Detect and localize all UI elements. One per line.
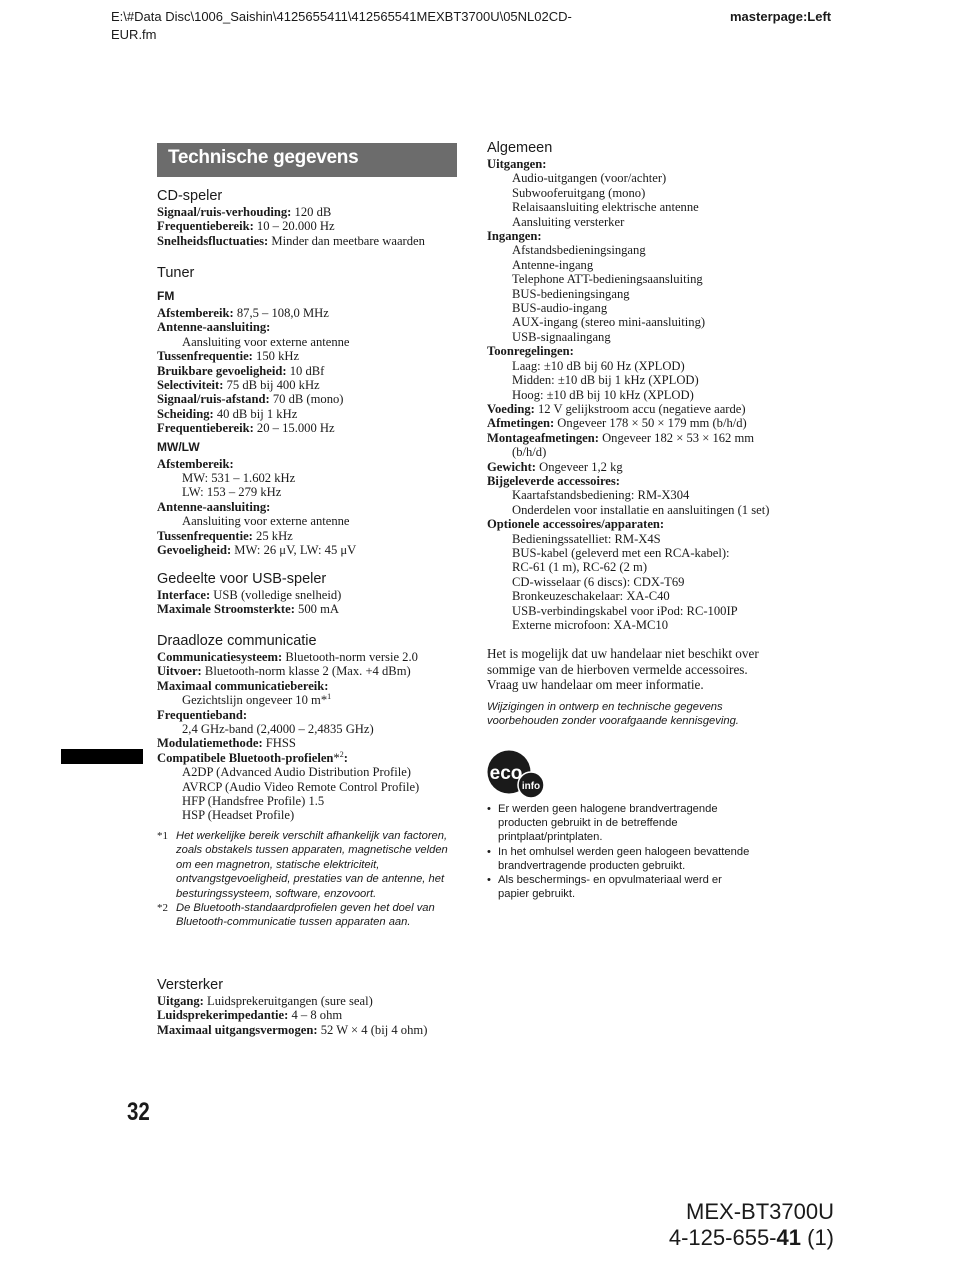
spec-value: CD-wisselaar (6 discs): CDX-T69 [512,574,685,589]
spec-line [157,219,425,233]
spec-label: Antenne-aansluiting: [157,499,271,514]
footnote [157,901,457,930]
spec-line [157,1008,427,1022]
spec-value: Hoog: ±10 dB bij 10 kHz (XPLOD) [512,387,694,402]
section-title: Technische gegevens [168,147,359,168]
spec-value: Laag: ±10 dB bij 60 Hz (XPLOD) [512,358,685,373]
spec-line [487,344,769,358]
spec-label: Maximaal uitgangsvermogen: [157,1022,318,1037]
spec-label: Uitgang: [157,994,204,1008]
model-code-prefix: 4-125-655- [668,1225,777,1250]
general-heading: Algemeen [487,140,553,156]
spec-line [487,546,769,560]
spec-value: Externe microfoon: XA-MC10 [512,618,668,632]
general-lines [487,157,769,632]
spec-line [157,693,457,707]
spec-line [487,287,769,301]
spec-label: Selectiviteit: [157,378,224,393]
spec-line [487,330,769,344]
spec-line [157,335,356,349]
spec-label: Maximale Stroomsterkte: [157,602,295,617]
spec-line [487,460,769,474]
spec-value: 4 – 8 ohm [288,1008,343,1023]
spec-value: 500 mA [294,602,339,617]
eco-info-word: info [521,781,541,792]
bullet-line: papier gebruikt. [498,888,576,901]
spec-line [487,402,769,416]
spec-line [157,234,425,248]
spec-label: Snelheidsfluctuaties: [157,233,269,248]
spec-line [157,602,341,616]
spec-line [157,780,457,794]
spec-value: USB-signaalingang [512,329,611,344]
spec-value: Bedieningssatelliet: RM-X4S [512,531,661,546]
spec-value: MW: 531 – 1.602 kHz [182,471,296,486]
eco-word: eco [489,763,523,784]
amp-heading: Versterker [157,977,224,993]
wireless-lines [157,650,457,823]
spec-line [157,392,356,406]
eco-bullets [487,802,797,901]
spec-label: Frequentiebereik: [157,219,254,234]
spec-value: AVRCP (Audio Video Remote Control Profile) [182,779,420,794]
spec-line [487,157,769,171]
spec-line [157,349,356,363]
bullet-line: printplaat/printplaten. [498,831,603,844]
tuner-heading: Tuner [157,265,195,281]
spec-line [487,258,769,272]
footnote-ref: 1 [327,692,332,702]
spec-line [157,471,356,485]
spec-label: Toonregelingen: [487,344,574,359]
bullet-line: producten gebruikt in de betreffende [498,817,678,830]
model-code-suffix: (1) [801,1225,834,1250]
bullet-item [487,845,797,873]
spec-label: Uitgangen: [487,157,547,171]
spec-label: Antenne-aansluiting: [157,320,271,335]
cd-heading: CD-speler [157,188,223,204]
spec-label: Bijgeleverde accessoires: [487,473,620,488]
page-number: 32 [127,1098,150,1126]
spec-label: Afstembereik: [157,306,234,320]
spec-label: Montageafmetingen: [487,430,599,445]
spec-value: Audio-uitgangen (voor/achter) [512,171,667,186]
spec-value: Onderdelen voor installatie en aansluitingen (1 set) [512,502,770,517]
spec-line [157,364,356,378]
spec-value: 10 – 20.000 Hz [253,219,335,234]
spec-line [487,215,769,229]
spec-label: Gewicht: [487,459,536,474]
spec-label: Afstembereik: [157,456,234,471]
general-section [487,139,769,632]
spec-value: 70 dB (mono) [269,392,344,407]
spec-line [157,650,457,664]
spec-value: Minder dan meetbare waarden [268,233,425,248]
spec-label: Voeding: [487,401,535,416]
spec-value: USB-verbindingskabel voor iPod: RC-100IP [512,603,738,618]
spec-line [487,186,769,200]
spec-line [487,200,769,214]
spec-value: Afstandsbedieningsingang [512,243,646,258]
spec-label: Interface: [157,588,211,602]
spec-line [157,529,356,543]
spec-value: Ongeveer 182 × 53 × 162 mm [598,430,755,445]
spec-label: Luidsprekerimpedantie: [157,1008,289,1023]
spec-value: FHSS [262,736,296,751]
spec-label: Ingangen: [487,229,542,244]
dealer-paragraph [487,646,759,693]
masterpage-label: masterpage:Left [730,9,832,24]
footnote-text: Het werkelijke bereik verschilt afhankelijk van factoren, zoals obstakels tussen apparaten, magnetische velden om een magnetron, statische elektriciteit, ontvangstgevoeligheid, prestaties van de antenne, het besturingssysteem, software, enzovoort. [176,829,448,900]
spec-label: Tussenfrequentie: [157,349,253,364]
wireless-heading: Draadloze communicatie [157,633,317,649]
spec-line [157,708,457,722]
spec-value: HFP (Handsfree Profile) 1.5 [182,794,325,809]
spec-value: 10 dBf [286,363,325,378]
tuner-section [157,264,356,558]
bullet-item [487,873,797,901]
spec-line [157,457,356,471]
text-line: Wijzigingen in ontwerp en technische gegevens [487,701,723,713]
change-notice [487,700,739,728]
spec-value: Relaisaansluiting elektrische antenne [512,200,699,215]
bullet-line: Als beschermings- en opvulmateriaal werd er [498,874,722,887]
spec-label: Modulatiemethode: [157,736,263,751]
spec-value: 120 dB [291,205,332,219]
bullet-dot: • [487,845,491,858]
spec-value: Bronkeuzeschakelaar: XA-C40 [512,589,670,604]
spec-value: Aansluiting voor externe antenne [182,514,350,529]
spec-line [157,751,457,765]
spec-line [157,1023,427,1037]
spec-line [487,373,769,387]
spec-value: 12 V gelijkstroom accu (negatieve aarde) [534,401,746,416]
spec-value: 20 – 15.000 Hz [253,421,335,436]
eco-info-icon [487,747,547,803]
spec-label: Tussenfrequentie: [157,528,253,543]
spec-line [157,306,356,320]
spec-value: BUS-kabel (geleverd met een RCA-kabel): [512,545,730,560]
footnote-text: De Bluetooth-standaardprofielen geven het doel van Bluetooth-communicatie tussen apparaten aan. [176,901,435,929]
spec-label: Frequentiebereik: [157,421,254,436]
spec-value: Luidsprekeruitgangen (sure seal) [203,994,373,1008]
spec-line [487,171,769,185]
spec-line [487,474,769,488]
spec-line [487,503,769,517]
spec-value: MW: 26 μV, LW: 45 μV [231,543,357,558]
text-line: Vraag uw handelaar om meer informatie. [487,677,704,693]
spec-line [157,407,356,421]
spec-colon: : [343,750,348,765]
spec-line [487,604,769,618]
spec-value: Gezichtslijn ongeveer 10 m* [182,693,328,708]
spec-value: 40 dB bij 1 kHz [213,406,298,421]
spec-value: Bluetooth-norm klasse 2 (Max. +4 dBm) [201,664,411,679]
spec-line [157,320,356,334]
model-code [669,1225,834,1251]
file-path-line-2: EUR.fm [111,27,157,42]
text-line: voorbehouden zonder voorafgaande kennisgeving. [487,715,739,728]
spec-value: Kaartafstandsbediening: RM-X304 [512,488,690,503]
spec-line [157,722,457,736]
spec-value: LW: 153 – 279 kHz [182,485,282,500]
spec-value: Ongeveer 178 × 50 × 179 mm (b/h/d) [554,416,747,431]
fm-heading: FM [157,289,175,303]
spec-label: Gevoeligheid: [157,543,232,558]
spec-line [157,421,356,435]
spec-line [157,794,457,808]
footnote-ref: 2 [339,749,344,759]
spec-line [157,205,425,219]
usb-lines [157,588,341,617]
spec-label: Afmetingen: [487,416,555,431]
spec-value: Ongeveer 1,2 kg [535,459,623,474]
spec-line [487,575,769,589]
spec-value: HSP (Headset Profile) [182,808,295,823]
eco-info-logo [487,747,547,808]
spec-line [487,243,769,257]
model-code-bold: 41 [776,1225,801,1250]
spec-value: Subwooferuitgang (mono) [512,185,646,200]
text-line: Het is mogelijk dat uw handelaar niet beschikt over [487,646,759,661]
spec-value: Aansluiting voor externe antenne [182,334,350,349]
bullet-line: In het omhulsel werden geen halogeen bevattende [498,845,750,858]
spec-line [157,994,427,1008]
cd-lines [157,205,425,248]
bullet-line: brandvertragende producten gebruikt. [498,859,686,872]
spec-label: Signaal/ruis-afstand: [157,392,270,407]
spec-label: Uitvoer: [157,664,202,679]
spec-line [157,765,457,779]
spec-value: BUS-audio-ingang [512,301,608,316]
spec-line [157,679,457,693]
spec-line [487,532,769,546]
spec-value: 75 dB bij 400 kHz [223,378,320,393]
fm-lines [157,306,356,436]
spec-line [487,560,769,574]
wireless-section [157,632,457,930]
spec-value: 52 W × 4 (bij 4 ohm) [317,1022,428,1037]
language-tab-marker [61,749,143,764]
spec-value: 150 kHz [252,349,300,364]
spec-line [487,488,769,502]
footnote-mark: *2 [157,901,168,914]
file-path-header [111,8,671,44]
section-title-banner [157,143,457,177]
bullet-dot: • [487,874,491,887]
spec-label: Bruikbare gevoeligheid: [157,363,287,378]
spec-line [487,517,769,531]
spec-line [487,618,769,632]
spec-value: * [333,750,340,765]
cd-section [157,187,425,248]
spec-line [487,445,769,459]
spec-value: RC-61 (1 m), RC-62 (2 m) [512,560,648,575]
wireless-footnotes [157,829,457,930]
spec-line [487,301,769,315]
spec-line [487,272,769,286]
spec-value: USB (volledige snelheid) [210,588,342,602]
spec-value: A2DP (Advanced Audio Distribution Profile) [182,765,411,780]
amp-section [157,976,427,1037]
spec-value: 25 kHz [252,528,293,543]
spec-label: Maximaal communicatiebereik: [157,678,329,693]
spec-label: Signaal/ruis-verhouding: [157,205,292,219]
spec-value: (b/h/d) [512,445,547,460]
spec-line [157,588,341,602]
spec-value: Aansluiting versterker [512,214,625,229]
footnote [157,829,457,901]
spec-line [487,229,769,243]
mw-heading: MW/LW [157,439,200,454]
spec-value: Antenne-ingang [512,257,594,272]
spec-label: Communicatiesysteem: [157,650,283,664]
text-line: sommige van de hierboven vermelde accessoires. [487,661,748,677]
model-name: MEX-BT3700U [686,1199,834,1224]
spec-line [487,431,769,445]
spec-label: Frequentieband: [157,707,248,722]
spec-value: AUX-ingang (stereo mini-aansluiting) [512,315,706,330]
bullet-dot: • [487,803,491,815]
spec-line [157,378,356,392]
spec-value: Telephone ATT-bedieningsaansluiting [512,272,703,287]
spec-line [157,543,356,557]
spec-line [487,315,769,329]
mw-lines [157,457,356,558]
spec-line [157,664,457,678]
spec-line [487,416,769,430]
spec-label: Compatibele Bluetooth-profielen [157,750,334,765]
spec-line [487,359,769,373]
amp-lines [157,994,427,1037]
spec-value: Midden: ±10 dB bij 1 kHz (XPLOD) [512,373,699,388]
usb-heading: Gedeelte voor USB-speler [157,571,327,587]
file-path-line-1: E:\#Data Disc\1006_Saishin\4125655411\412565541MEXBT3700U\05NL02CD- [111,9,572,24]
bullet-item [487,802,797,845]
spec-line [157,485,356,499]
spec-line [157,500,356,514]
spec-line [157,808,457,822]
spec-value: Bluetooth-norm versie 2.0 [282,650,418,664]
spec-label: Scheiding: [157,406,214,421]
usb-section [157,570,341,617]
spec-line [157,736,457,750]
spec-value: 2,4 GHz-band (2,4000 – 2,4835 GHz) [182,722,374,737]
spec-line [157,514,356,528]
spec-line [487,589,769,603]
spec-value: 87,5 – 108,0 MHz [233,306,329,320]
spec-line [487,388,769,402]
bullet-line: Er werden geen halogene brandvertragende [498,803,718,815]
spec-value: BUS-bedieningsingang [512,286,630,301]
footnote-mark: *1 [157,829,168,842]
spec-label: Optionele accessoires/apparaten: [487,517,665,532]
